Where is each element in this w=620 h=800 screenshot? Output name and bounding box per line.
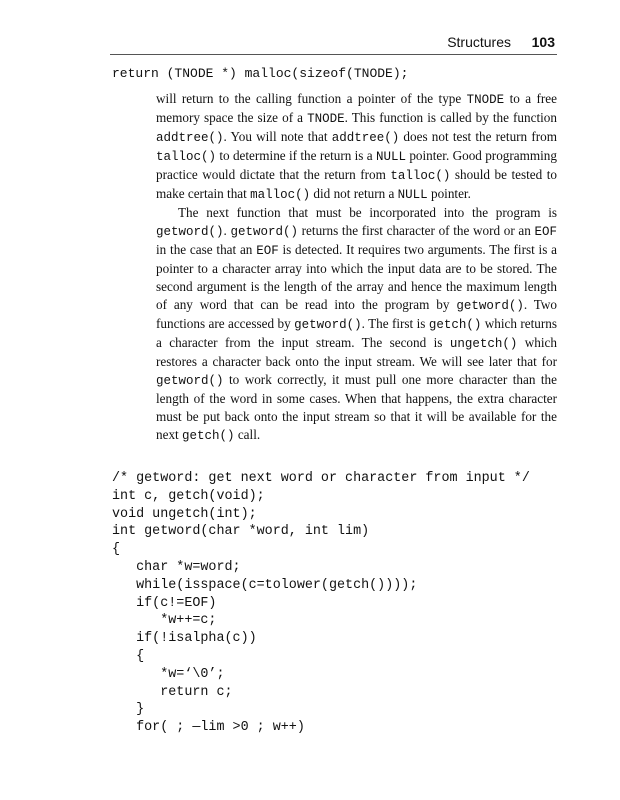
paragraph-1 — [156, 90, 557, 204]
text-run: which returns a character from the input stream. The second is — [156, 316, 557, 350]
inline-code: getch() — [428, 318, 482, 332]
code-line: int c, getch(void); — [112, 488, 265, 504]
text-run: call. — [234, 427, 261, 442]
inline-code: talloc() — [156, 150, 217, 164]
paragraph-2 — [156, 204, 557, 445]
inline-code: ungetch() — [449, 337, 518, 351]
code-line: /* getword: get next word or character from input */ — [112, 471, 530, 486]
text-run: to determine if the return is a — [216, 148, 376, 163]
code-line: if(!isalpha(c)) — [112, 631, 257, 647]
code-line: char *w=word; — [112, 559, 241, 575]
text-run: is detected. It requires two arguments. The first is a pointer to a character array into which the input data are to be stored. The second argument is the length of the array and hence the maximum length of any word that can be read into the program by — [156, 242, 557, 312]
inline-code: NULL — [375, 150, 406, 164]
running-header — [110, 34, 557, 55]
text-run: pointer. — [427, 186, 471, 201]
text-run: which restores a character back onto the input stream. We will see later that for — [156, 335, 557, 369]
code-line: for( ; —lim >0 ; w++) — [112, 720, 305, 736]
inline-code: getword() — [294, 318, 362, 332]
text-run: should be tested to make certain that — [156, 167, 557, 201]
inline-code: malloc() — [250, 188, 311, 202]
text-run: The next function that must be incorporated into the program is — [178, 205, 557, 220]
text-run: returns the first character of the word or an — [298, 223, 535, 238]
inline-code: EOF — [534, 225, 558, 239]
text-run: will return to the calling function a pointer of the type — [156, 91, 467, 106]
code-line: { — [112, 542, 121, 558]
text-run: to work correctly, it must pull one more character than the length of the word in some cases. When that happens, the extra character must be put back onto the input stream so that it will be available for the next — [156, 372, 557, 442]
code-line: *w=‘\0’; — [112, 666, 225, 682]
code-listing — [112, 470, 530, 737]
inline-code: getch() — [182, 429, 235, 443]
inline-code: TNODE — [307, 112, 345, 126]
body-text — [156, 90, 557, 445]
code-line: int getword(char *word, int lim) — [112, 524, 370, 540]
code-line: while(isspace(c=tolower(getch()))); — [112, 577, 418, 593]
code-line: if(c!=EOF) — [112, 595, 217, 611]
page-number: 103 — [531, 34, 555, 50]
code-line: return c; — [112, 684, 233, 700]
inline-code: NULL — [397, 188, 428, 202]
inline-code: addtree() — [331, 131, 400, 145]
text-run: . Two functions are accessed by — [156, 297, 557, 331]
text-run: . You will note that — [223, 129, 332, 144]
inline-code: getword() — [230, 225, 298, 239]
text-run: . This function is called by the function — [344, 110, 557, 125]
text-run: to a free memory space the size of a — [156, 91, 558, 125]
inline-code: talloc() — [390, 169, 451, 183]
text-run: pointer. Good programming practice would dictate that the return from — [156, 148, 557, 182]
inline-code: addtree() — [156, 131, 224, 145]
code-line: void ungetch(int); — [112, 506, 257, 522]
text-run: . — [223, 223, 231, 238]
inline-code: TNODE — [466, 93, 505, 107]
code-line: } — [112, 702, 145, 718]
inline-code: getword() — [156, 225, 224, 239]
inline-code: getword() — [456, 299, 524, 313]
inline-code: getword() — [156, 374, 224, 388]
code-line: *w++=c; — [112, 613, 217, 629]
text-run: did not return a — [310, 186, 398, 201]
intro-code-line: return (TNODE *) malloc(sizeof(TNODE); — [112, 66, 409, 81]
code-line: { — [112, 648, 145, 664]
inline-code: EOF — [256, 244, 279, 258]
text-run: does not test the return from — [399, 129, 557, 144]
text-run: in the case that an — [156, 242, 257, 257]
chapter-title: Structures — [447, 34, 511, 50]
text-run: . The first is — [361, 316, 429, 331]
